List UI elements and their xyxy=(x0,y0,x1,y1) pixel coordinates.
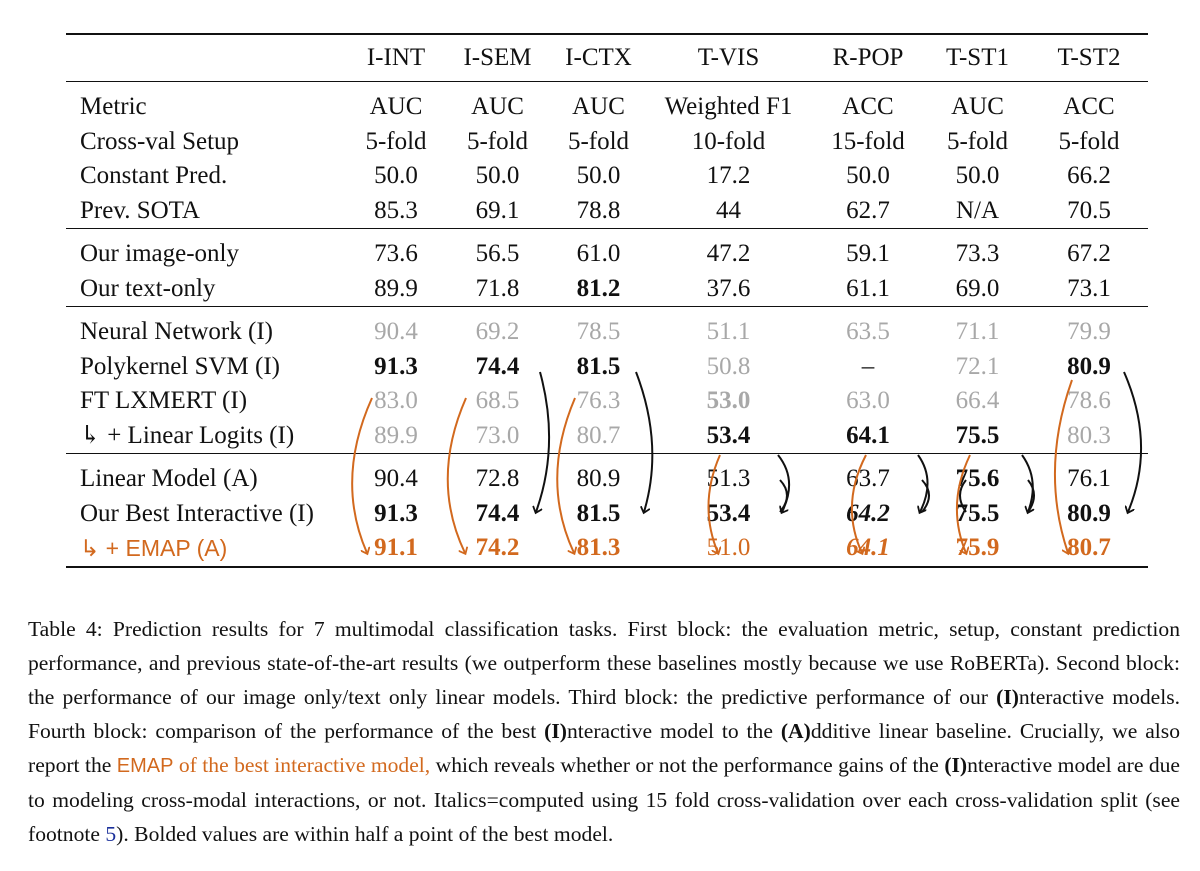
table-cell: 71.8 xyxy=(475,274,520,302)
row-label: Polykernel SVM (I) xyxy=(80,352,280,380)
table-cell: AUC xyxy=(369,93,423,120)
table-cell: 73.0 xyxy=(475,421,520,449)
header-cell: T-ST2 xyxy=(1057,44,1121,71)
table-cell: 50.0 xyxy=(475,162,520,189)
table-cell: 64.2 xyxy=(846,499,890,527)
table-cell: 80.7 xyxy=(1067,534,1111,561)
caption-bold: (I) xyxy=(544,719,567,743)
table-cell: 89.9 xyxy=(374,421,418,449)
table-cell: 63.5 xyxy=(846,318,890,345)
row-label: Our image-only xyxy=(80,240,239,267)
row-label: ↳ + EMAP (A) xyxy=(80,535,228,561)
table-cell: 74.4 xyxy=(475,352,520,380)
table-row xyxy=(66,531,1148,567)
table-cell: 90.4 xyxy=(374,318,418,345)
footnote-link[interactable]: 5 xyxy=(105,822,117,846)
row-label: FT LXMERT (I) xyxy=(80,387,248,414)
table-cell: 72.8 xyxy=(475,465,520,492)
table-cell: 78.5 xyxy=(576,318,621,345)
caption-text: nteractive model are due to modeling cross-modal interactions, or not. Italics=computed using 15 fold cross-validation over each cross-validation split (see footnote xyxy=(28,753,1180,846)
table-cell: 78.8 xyxy=(576,196,621,224)
table-cell: 51.0 xyxy=(706,534,751,561)
table-cell: 76.3 xyxy=(576,387,621,414)
header-cell: T-ST1 xyxy=(946,44,1009,71)
table-cell: 90.4 xyxy=(374,465,418,492)
row-label: Neural Network (I) xyxy=(80,318,273,345)
header-cell: I-INT xyxy=(366,44,426,71)
table-cell: 78.6 xyxy=(1067,387,1111,414)
caption-bold: (I) xyxy=(944,753,968,777)
caption-text: Table 4: Prediction results for 7 multimodal classification tasks. First block: the evaluation metric, setup, constant prediction performance, and previous state-of-the-art results (we outperform these baselines mostly because we use RoBERTa). Second block: the performance of our image only/text only linear models. Third block: the predictive performance of our xyxy=(28,617,1180,709)
table-cell: AUC xyxy=(572,93,625,120)
header-cell xyxy=(66,34,348,82)
table-cell: 5-fold xyxy=(466,127,529,155)
row-label: Cross-val Setup xyxy=(80,127,240,155)
table-cell: Weighted F1 xyxy=(664,93,793,120)
table-cell: 63.7 xyxy=(846,465,890,492)
table-row xyxy=(66,272,1148,307)
table-row xyxy=(66,229,1148,272)
table-cell: 89.9 xyxy=(374,274,418,302)
caption-bold: (A) xyxy=(780,719,811,743)
table-row xyxy=(66,307,1148,350)
table-cell: 59.1 xyxy=(846,240,890,267)
table-cell: AUC xyxy=(951,93,1004,120)
table-header-row xyxy=(66,34,1148,82)
header-cell: I-SEM xyxy=(463,44,532,71)
results-table-container xyxy=(66,33,1148,568)
table-cell: 73.1 xyxy=(1067,274,1111,302)
table-row xyxy=(66,419,1148,454)
table-cell: 5-fold xyxy=(1058,127,1120,155)
table-cell: – xyxy=(861,352,875,380)
table-cell: 75.6 xyxy=(955,465,1000,492)
table-row xyxy=(66,384,1148,419)
table-cell: 75.5 xyxy=(955,499,1000,527)
table-cell: 91.1 xyxy=(374,534,418,561)
table-row xyxy=(66,194,1148,229)
row-label: Our text-only xyxy=(80,274,216,302)
table-cell: N/A xyxy=(955,196,1000,224)
table-row xyxy=(66,454,1148,497)
table-cell: 73.6 xyxy=(374,240,418,267)
table-cell: 53.4 xyxy=(706,499,751,527)
table-cell: 53.0 xyxy=(706,387,751,414)
row-label: Prev. SOTA xyxy=(80,196,200,224)
table-block-unimodal xyxy=(66,229,1148,307)
table-cell: ACC xyxy=(842,93,894,120)
table-cell: 85.3 xyxy=(374,196,418,224)
table-cell: 75.5 xyxy=(955,421,1000,449)
table-cell: 51.3 xyxy=(706,465,751,492)
table-cell: 5-fold xyxy=(567,127,630,155)
table-cell: 64.1 xyxy=(846,421,890,449)
table-cell: 5-fold xyxy=(946,127,1009,155)
header-cell: T-VIS xyxy=(697,44,760,71)
table-cell: 74.2 xyxy=(475,534,520,561)
table-cell: 80.3 xyxy=(1067,421,1111,449)
table-cell: 51.1 xyxy=(706,318,751,345)
table-cell: 50.0 xyxy=(374,162,418,189)
header-cell: I-CTX xyxy=(565,44,632,71)
caption-text: nteractive model to the xyxy=(566,719,781,743)
table-cell: 50.0 xyxy=(576,162,621,189)
table-cell: 44 xyxy=(716,196,741,224)
caption-text: dditive linear baseline. Crucially, we also report the xyxy=(28,719,1180,777)
row-label: Our Best Interactive (I) xyxy=(80,499,314,527)
table-cell: 73.3 xyxy=(955,240,1000,267)
table-cell: 79.9 xyxy=(1067,318,1111,345)
table-cell: 68.5 xyxy=(475,387,520,414)
row-label: ↳ + Linear Logits (I) xyxy=(80,421,295,449)
table-row xyxy=(66,159,1148,194)
table-row xyxy=(66,350,1148,385)
table-cell: 75.9 xyxy=(955,534,1000,561)
header-cell: R-POP xyxy=(832,44,904,71)
table-cell: AUC xyxy=(471,93,524,120)
caption-text: nteractive models. Fourth block: comparison of the performance of the best xyxy=(28,685,1180,743)
row-label: Metric xyxy=(80,93,147,120)
table-cell: ACC xyxy=(1063,93,1115,120)
table-cell: 56.5 xyxy=(475,240,520,267)
table-cell: 15-fold xyxy=(831,127,905,155)
table-cell: 69.0 xyxy=(955,274,1000,302)
table-cell: 53.4 xyxy=(706,421,751,449)
table-cell: 10-fold xyxy=(691,127,766,155)
caption-text: which reveals whether or not the performance gains of the xyxy=(430,753,945,777)
table-cell: 50.8 xyxy=(706,352,751,380)
table-row xyxy=(66,82,1148,125)
table-cell: 71.1 xyxy=(955,318,1000,345)
table-caption xyxy=(28,612,1180,851)
table-cell: 80.9 xyxy=(576,465,621,492)
table-cell: 76.1 xyxy=(1067,465,1111,492)
table-block-interactive xyxy=(66,307,1148,454)
table-cell: 37.6 xyxy=(706,274,751,302)
table-cell: 62.7 xyxy=(846,196,890,224)
table-cell: 50.0 xyxy=(955,162,1000,189)
table-row xyxy=(66,125,1148,160)
table-cell: 64.1 xyxy=(846,534,890,561)
table-cell: 70.5 xyxy=(1067,196,1111,224)
table-cell: 72.1 xyxy=(955,352,1000,380)
table-cell: 63.0 xyxy=(846,387,890,414)
table-cell: 80.9 xyxy=(1067,499,1111,527)
table-cell: 81.2 xyxy=(576,274,621,302)
caption-text: ). Bolded values are within half a point of the best model. xyxy=(116,822,614,846)
table-cell: 81.5 xyxy=(576,352,621,380)
row-label: Linear Model (A) xyxy=(80,465,258,492)
row-label: Constant Pred. xyxy=(80,162,228,189)
table-cell: 67.2 xyxy=(1067,240,1111,267)
table-cell: 81.5 xyxy=(576,499,621,527)
table-cell: 47.2 xyxy=(706,240,751,267)
table-cell: 74.4 xyxy=(475,499,520,527)
table-cell: 80.7 xyxy=(576,421,621,449)
table-cell: 66.2 xyxy=(1067,162,1111,189)
table-cell: 5-fold xyxy=(365,127,427,155)
table-cell: 83.0 xyxy=(374,387,418,414)
table-cell: 69.2 xyxy=(475,318,520,345)
table-cell: 80.9 xyxy=(1067,352,1111,380)
caption-emap: EMAP xyxy=(116,755,174,777)
table-row xyxy=(66,497,1148,532)
table-block-setup xyxy=(66,82,1148,229)
table-block-comparison xyxy=(66,454,1148,567)
table-cell: 91.3 xyxy=(374,352,418,380)
table-cell: 61.1 xyxy=(846,274,890,302)
table-cell: 50.0 xyxy=(846,162,890,189)
caption-bold: (I) xyxy=(996,685,1019,709)
table-cell: 17.2 xyxy=(706,162,751,189)
results-table xyxy=(66,33,1148,568)
table-cell: 91.3 xyxy=(374,499,418,527)
caption-emap-tail: of the best interactive model, xyxy=(173,753,431,777)
table-cell: 66.4 xyxy=(955,387,1000,414)
table-cell: 61.0 xyxy=(576,240,621,267)
table-cell: 81.3 xyxy=(576,534,621,561)
table-cell: 69.1 xyxy=(475,196,520,224)
